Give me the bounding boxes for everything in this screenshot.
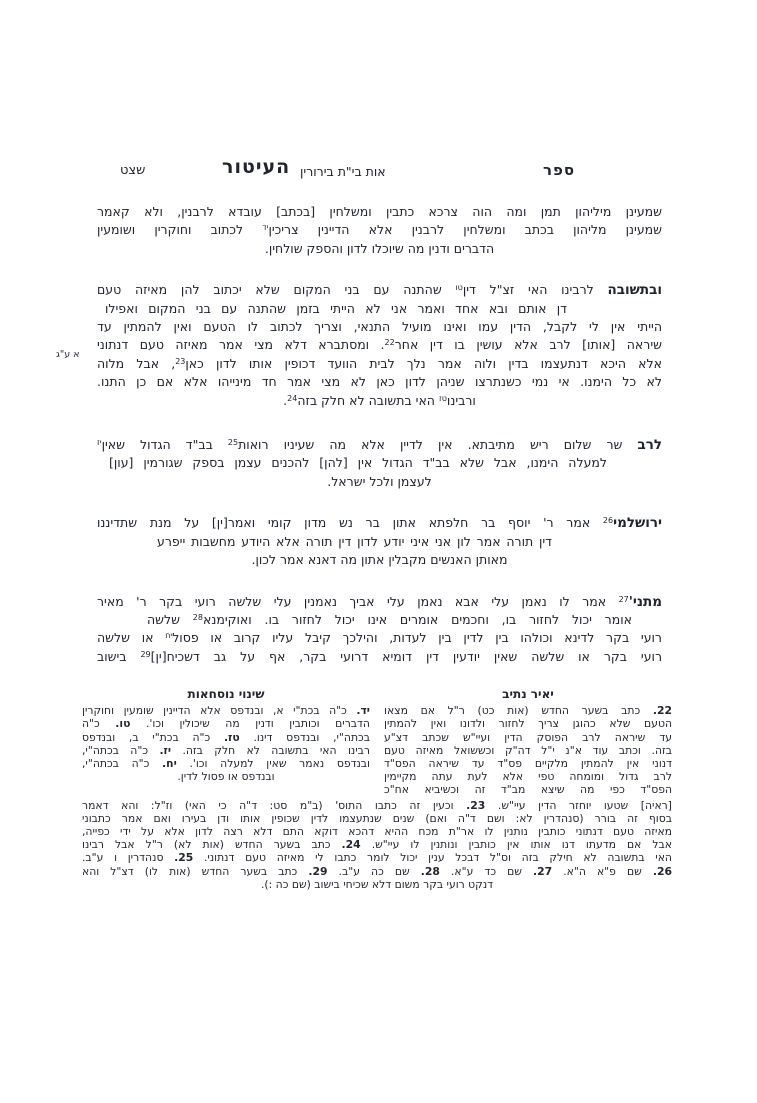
text-line: מאותן האנשים מקבלין אתון מה דאנא אמר לכון.: [251, 552, 508, 568]
text-line: רועי בקר או שלשה שאין יודעין דין דומיא דרועי בקר, אף על גב דשכיח[ין]$^{29}$ בישוב: [97, 648, 663, 664]
text-line: אומר יכול לחזור בו, וחכמים אומרים אינו יכול לחזור בו. ואוקימנא$^{28}$ שלשה: [147, 611, 632, 627]
column-title-shinui-nuschaot: שינוי נוסחאות: [187, 687, 265, 701]
text-line: $מתני'^{27}$ אמר לו נאמן עלי אבא נאמן עלי אביך נאמנין עלי שלשה רועי בקר ר' מאיר: [97, 593, 662, 610]
footnote-line: דנוני אין להמתין מלקיים פס"ד עד שיראה הפס"ד: [384, 757, 672, 771]
text-line: לרב שר שלום ריש מתיבתא. אין לדיין אלא מה שעיניו רואות$^{25}$ בב"ד הגדול שאין$^{יז}$: [97, 437, 662, 454]
footnote-line: 22. כתב בשער החדש (אות כט) ר"ל אם מצאו: [384, 704, 672, 718]
footnote-line: בכתה"י, ובנדפס דינו. טז. כ"ה בכת"י ב, ובנדפס: [82, 730, 370, 744]
text-line: לעצמן ולכל ישראל.: [327, 473, 432, 489]
header-page-number: שצט: [120, 163, 146, 178]
footnote-line: הטעם שלא כהוגן צריך לחזור ולדונו ואין להמתין: [384, 717, 672, 731]
footnote-line: האי בתשובה לא חילק בזה וס"ל דבכל ענין יכול לומר כתבו לי מאיזה טעם דנתוני. 25. סנהדרין ו ע"ב.: [82, 851, 672, 865]
header-book-title: העיטור: [222, 156, 291, 178]
footnote-line: [ראיה] שטעו יוחזר הדין עיי"ש. 23. וכעין זה כתבו התוס' (ב"מ סט: ד"ה כי האי) וז"ל: והא דאמר: [82, 798, 672, 812]
text-line: שיראה [אותו] לרב אלא עושין בו דין אחר$^{22}$. ומסתברא דלא מצי אמר מאיזה טעם דנתוני: [97, 337, 662, 353]
text-line: הדברים ודנין מה שיוכלו לדון והספק שולחין.: [264, 240, 495, 256]
footnote-line: רבינו האי בתשובה לא חלק בזה. יז. כ"ה בכתה"י,: [82, 743, 370, 757]
footnote-column-shinui-nuschaot: [82, 688, 370, 797]
paragraph-matni: [97, 593, 662, 667]
footnote-line: הדברים וכותבין ודנין מה שיכולין וכו'. טו. כ"ה: [82, 717, 370, 731]
text-line: ירושלמי$^{26}$ אמר ר' יוסף בר חלפתא אתון בר נש מדון קומי ואמר[ין] על מנת שתדיננו: [97, 515, 662, 532]
text-line: ורבינו$^{טז}$ האי בתשובה לא חלק בזה$^{24}$.: [283, 392, 476, 408]
header-word-sefer: ספר: [543, 161, 576, 179]
header-section-name: אות בי"ת בירורין: [300, 164, 386, 179]
footnote-line: ובנדפס או פסול לדין.: [177, 770, 275, 784]
paragraph-lerav: [97, 436, 662, 491]
text-line: הייתי אין לי לקבל, הדין עמו ואינו מועיל התנאי, וצריך לכתוב לו הטעם ואין להמתין עד: [97, 319, 662, 335]
footnotes-apparatus: [82, 688, 672, 891]
text-line: רועי בקר לדינא וכולהו בין לדין בין לעדות, והילכך קיבל עליו קרוב או פסול$^{יח}$ או שלשה: [97, 630, 662, 646]
footnote-line: לרב גדול ומומחה טפי אלא לעת עתה מקיימין: [384, 770, 672, 784]
footnote-line: 26. שם פ"א ה"א. 27. שם כד ע"א. 28. שם כה ע"ב. 29. כתב בשער החדש (אות לו) דצ"ל והא: [82, 864, 672, 878]
footnote-columns: [82, 688, 672, 797]
footnote-line: דנקט רועי בקר משום דלא שכיחי בישוב (שם כה :).: [260, 877, 494, 891]
text-line: לא כל הימנו. אי נמי כשנתרצו שניהן לדון כאן לא מצי אמר חד מינייהו אלא אם כן התנו.: [97, 374, 662, 390]
column-title-yair-nativ: יאיר נתיב: [502, 687, 554, 701]
footnote-line: עד שיראה לרב הפוסק הדין ועיי"ש שכתב דצ"ע: [384, 730, 672, 744]
footnotes-full-width: [82, 799, 672, 891]
footnote-line: ובנדפס נאמר שאין למעלה וכו'. יח. כ"ה בכתה"י,: [82, 757, 370, 771]
text-line: שמעינן מליהון בכתב ומשלחין לרבנין אלא הדיינין צריכין$^{יד}$ לכתוב וחוקרין ושומעין: [97, 222, 662, 238]
text-line: שמעינן מיליהון תמן ומה הוה צרכא כתבין ומשלחין [בכתב] עובדא לרבנין, ולא קאמר: [97, 204, 662, 219]
footnote-line: אבל אם מדעתו דנו אותו אין כותבין ונותנין לו עיי"ש. 24. כתב בשער החדש (אות לא) ר"ל אבל רבינו: [82, 838, 672, 852]
paragraph-shaminan: [97, 203, 662, 258]
main-text-block: [97, 203, 662, 689]
text-line: למעלה הימנו, אבל שלא בב"ד הגדול אין [להן] להכנים עצמן בספק שגורמין [עון]: [109, 455, 607, 471]
footnote-line: בסוף זה בורר (סנהדרין לא: ושם ד"ה ואם) שנים שנתעצמו לדין שכופין אותו ודן בעירו ואם אמר כתבוני: [82, 811, 672, 825]
footnote-line: בזה. וכתב עוד א"נ י"ל דה"ק וכששואל מאיזה טעם: [384, 743, 672, 757]
text-line: אלא היכא דנתעצמו בדין ולוה אמר נלך לבית הוועד דכופין אותו לדון כאן$^{23}$, אבל מלוה: [97, 355, 662, 371]
text-line: ובתשובה לרבינו האי זצ"ל דין$^{טו}$ שהתנה עם בני המקום שלא יכתוב להן מאיזה טעם: [97, 282, 662, 299]
paragraph-yerushalmi: [97, 514, 662, 569]
paragraph-uviteshuva: [97, 281, 662, 410]
footnote-line: מאיזה טעם דנתוני כותבין נותנין לו אר"ת מכח ההיא דהכא דוקא התם דלא רצה לדון אלא על ידי כפייה,: [82, 825, 672, 839]
footnote-column-yair-nativ: [384, 688, 672, 797]
text-line: דן אותם ובא אחד ואמר אני לא הייתי בזמן שהתנה עם בני המקום ואפילו: [105, 300, 567, 316]
text-line: דין תורה אמר לון אני איני יודע לדון דין תורה אלא היודע מחשבות ייפרע: [157, 533, 552, 549]
margin-folio-note: א ע"ג: [56, 349, 80, 360]
running-head: [0, 0, 757, 190]
footnote-line: יד. כ"ה בכת"י א, ובנדפס אלא הדיינין שומעין וחוקרין: [82, 704, 370, 718]
footnote-line: הפס"ד כפי מה שיצא מב"ד זה וכשיביא אח"כ: [384, 783, 672, 797]
